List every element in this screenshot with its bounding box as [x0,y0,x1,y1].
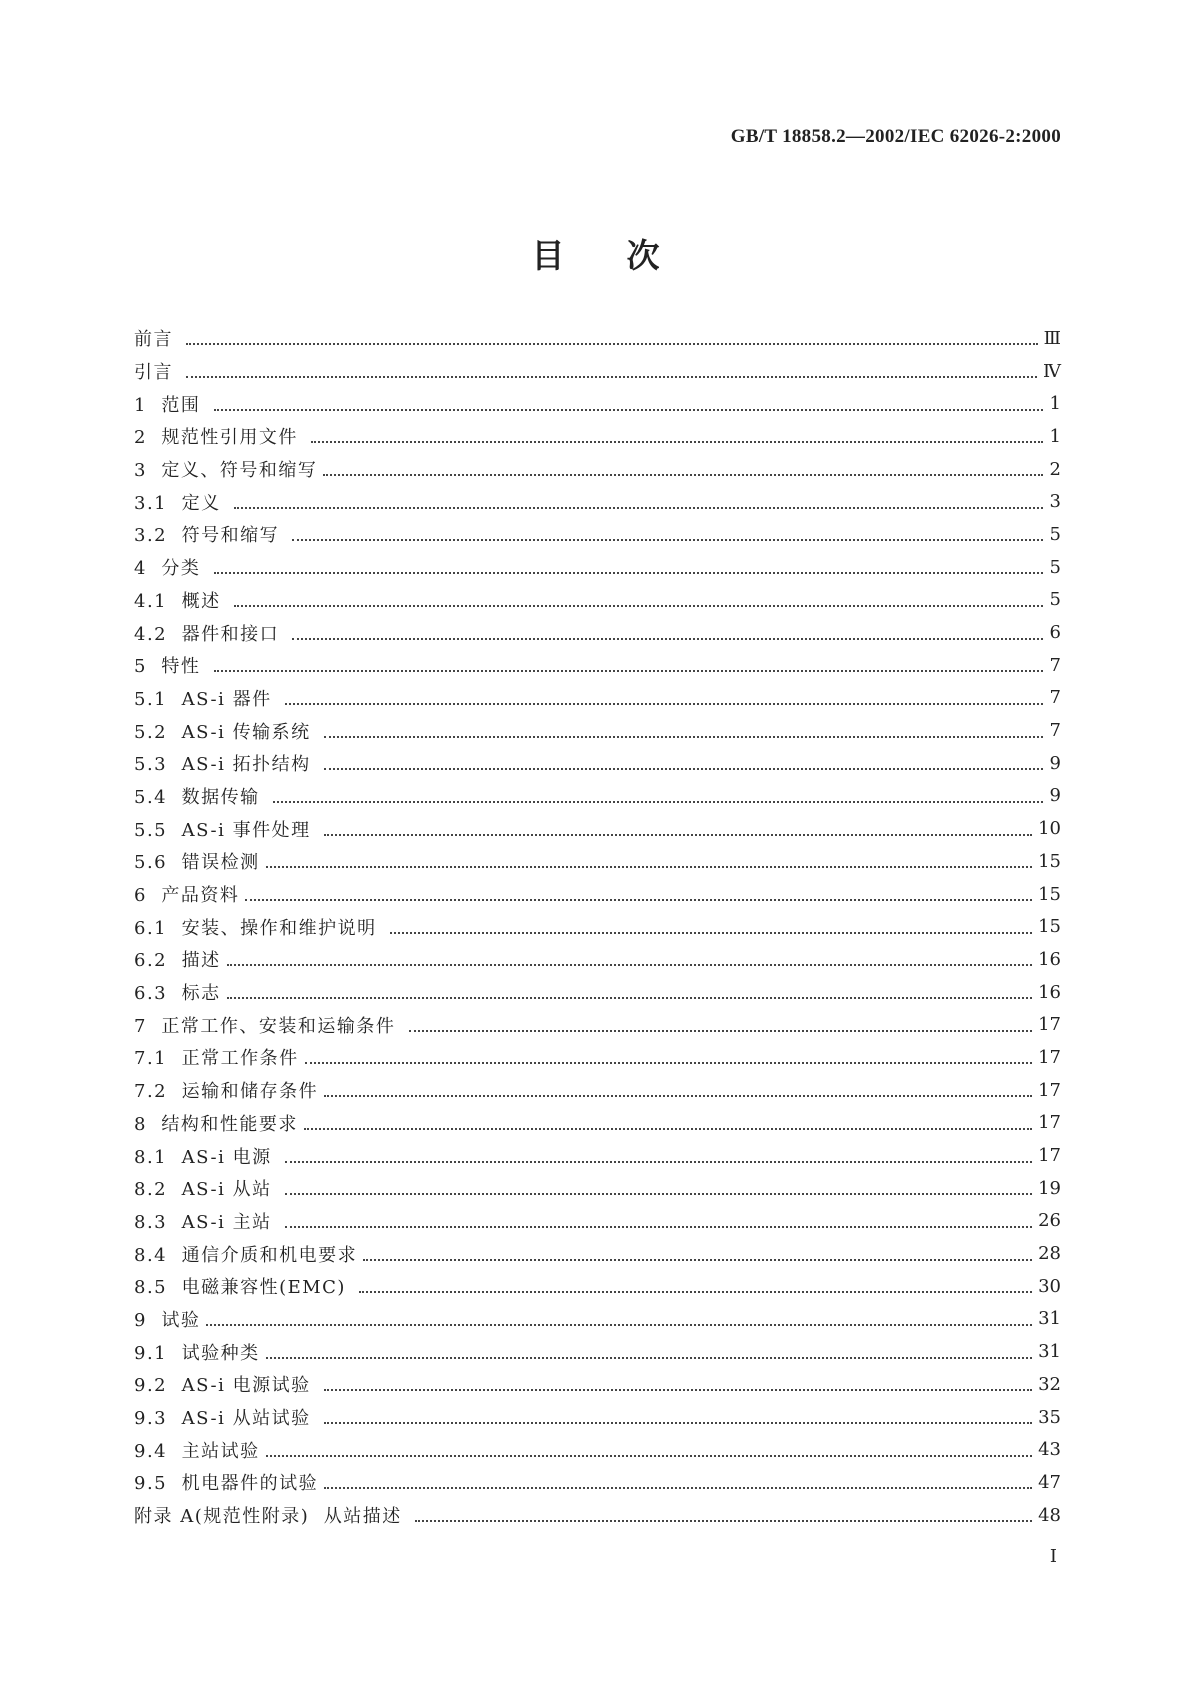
toc-entry-page: 17 [1038,1014,1061,1036]
toc-entry-page: 10 [1038,818,1061,840]
toc-entry-label: 7.1 正常工作条件 [134,1048,299,1070]
dot-leader [206,1324,1032,1326]
dot-leader [285,1193,1032,1195]
toc-entry-label: 6.3 标志 [134,983,221,1005]
toc-entry-page: 43 [1038,1439,1061,1461]
toc-entry-page: 47 [1038,1471,1061,1493]
toc-entry-page: 1 [1049,393,1061,415]
toc-entry[interactable] [134,518,1061,551]
toc-entry-label: 引言 [134,362,181,384]
toc-entry-label: 1 范围 [134,394,208,416]
page-number: I [1049,1546,1057,1567]
toc-entry-page: 1 [1049,425,1061,447]
toc-entry-label: 附录 A(规范性附录) 从站描述 [134,1506,409,1528]
toc-entry-label: 4 分类 [134,558,208,580]
dot-leader [186,376,1037,378]
toc-entry-page: 9 [1049,752,1061,774]
toc-entry-label: 5.1 AS-i 器件 [134,688,279,710]
toc-entry-page: 16 [1038,981,1061,1003]
toc-entry-page: 19 [1038,1177,1061,1199]
toc-entry-page: Ⅳ [1043,360,1061,382]
toc-entry[interactable] [134,1270,1061,1303]
toc-entry-label: 4.2 器件和接口 [134,623,287,645]
toc-entry-label: 5.3 AS-i 拓扑结构 [134,754,318,776]
toc-entry-page: 7 [1049,654,1061,676]
toc-entry[interactable] [134,1172,1061,1205]
dot-leader [266,1357,1033,1359]
toc-entry-page: 30 [1038,1275,1061,1297]
toc-entry-label: 7 正常工作、安装和运输条件 [134,1015,403,1037]
toc-entry[interactable] [134,845,1061,878]
toc-entry-label: 6 产品资料 [134,885,240,907]
toc-entry[interactable] [134,747,1061,780]
toc-entry-label: 3.1 定义 [134,492,228,514]
toc-entry-page: 9 [1049,785,1061,807]
dot-leader [359,1291,1032,1293]
toc-entry[interactable] [134,453,1061,486]
toc-entry[interactable] [134,1041,1061,1074]
toc-entry-page: 17 [1038,1079,1061,1101]
toc-entry-page: 7 [1049,720,1061,742]
dot-leader [292,539,1043,541]
toc-entry-page: 15 [1038,916,1061,938]
dot-leader [324,736,1043,738]
toc-entry[interactable] [134,714,1061,747]
toc-entry[interactable] [134,1335,1061,1368]
toc-entry[interactable] [134,322,1061,355]
toc-entry-label: 7.2 运输和储存条件 [134,1081,319,1103]
dot-leader [285,703,1043,705]
toc-entry[interactable] [134,387,1061,420]
toc-entry[interactable] [134,1303,1061,1336]
toc-entry[interactable] [134,420,1061,453]
toc-entry[interactable] [134,1237,1061,1270]
toc-entry[interactable] [134,1466,1061,1499]
dot-leader [214,670,1043,672]
toc-entry-label: 8.2 AS-i 从站 [134,1179,279,1201]
toc-entry-page: 31 [1038,1341,1061,1363]
dot-leader [273,801,1043,803]
toc-entry-label: 8 结构和性能要求 [134,1113,298,1135]
dot-leader [323,474,1043,476]
dot-leader [311,441,1043,443]
toc-entry[interactable] [134,1074,1061,1107]
toc-entry[interactable] [134,1205,1061,1238]
toc-entry-page: 5 [1049,589,1061,611]
toc-entry[interactable] [134,616,1061,649]
toc-entry[interactable] [134,355,1061,388]
dot-leader [304,1128,1032,1130]
dot-leader [227,964,1033,966]
toc-entry-label: 6.1 安装、操作和维护说明 [134,917,384,939]
dot-leader [324,1487,1032,1489]
toc-entry-page: 5 [1049,556,1061,578]
toc-entry[interactable] [134,649,1061,682]
toc-entry-page: 28 [1038,1243,1061,1265]
toc-entry[interactable] [134,910,1061,943]
toc-entry-label: 5.6 错误检测 [134,852,260,874]
toc-entry-label: 9.1 试验种类 [134,1342,260,1364]
dot-leader [324,768,1043,770]
dot-leader [234,605,1043,607]
toc-entry-label: 4.1 概述 [134,590,228,612]
toc-entry-page: 15 [1038,883,1061,905]
dot-leader [390,932,1032,934]
toc-entry-page: Ⅲ [1043,327,1061,349]
title-char-1: 目 [531,236,565,275]
toc-entry[interactable] [134,812,1061,845]
toc-entry-label: 5.5 AS-i 事件处理 [134,819,318,841]
toc-entry-page: 17 [1038,1046,1061,1068]
toc-entry[interactable] [134,551,1061,584]
dot-leader [227,997,1033,999]
standard-code: GB/T 18858.2—2002/IEC 62026-2:2000 [730,126,1061,147]
toc-entry-page: 3 [1049,491,1061,513]
toc-entry-page: 17 [1038,1112,1061,1134]
toc-entry[interactable] [134,584,1061,617]
dot-leader [266,1455,1033,1457]
toc-entry[interactable] [134,1139,1061,1172]
toc-entry[interactable] [134,1401,1061,1434]
dot-leader [234,507,1043,509]
dot-leader [363,1259,1032,1261]
toc-entry-page: 7 [1049,687,1061,709]
table-of-contents [134,322,1061,1531]
dot-leader [415,1520,1032,1522]
toc-entry-label: 9.4 主站试验 [134,1440,260,1462]
toc-entry-label: 5.4 数据传输 [134,786,267,808]
toc-entry[interactable] [134,1008,1061,1041]
toc-entry-label: 9.3 AS-i 从站试验 [134,1408,318,1430]
toc-entry-label: 8.5 电磁兼容性(EMC) [134,1277,354,1299]
toc-entry-page: 32 [1038,1373,1061,1395]
toc-entry-label: 9 试验 [134,1309,201,1331]
dot-leader [324,1389,1032,1391]
dot-leader [214,409,1043,411]
toc-entry-page: 15 [1038,850,1061,872]
dot-leader [266,866,1033,868]
dot-leader [186,343,1037,345]
toc-entry-label: 5.2 AS-i 传输系统 [134,721,318,743]
toc-entry-page: 5 [1049,523,1061,545]
toc-entry[interactable] [134,1499,1061,1532]
dot-leader [292,638,1043,640]
toc-entry-page: 35 [1038,1406,1061,1428]
page-title [0,230,1191,277]
toc-entry-label: 3 定义、符号和缩写 [134,460,318,482]
dot-leader [245,899,1032,901]
toc-entry-label: 8.1 AS-i 电源 [134,1146,279,1168]
toc-entry[interactable] [134,1107,1061,1140]
dot-leader [409,1030,1032,1032]
toc-entry-page: 26 [1038,1210,1061,1232]
toc-entry-label: 9.2 AS-i 电源试验 [134,1375,318,1397]
toc-entry-label: 前言 [134,329,181,351]
toc-entry-label: 9.5 机电器件的试验 [134,1473,319,1495]
toc-entry[interactable] [134,780,1061,813]
toc-entry-page: 48 [1038,1504,1061,1526]
toc-entry-label: 8.3 AS-i 主站 [134,1211,279,1233]
toc-entry-page: 6 [1049,622,1061,644]
toc-entry-label: 8.4 通信介质和机电要求 [134,1244,358,1266]
toc-entry[interactable] [134,878,1061,911]
toc-entry-label: 2 规范性引用文件 [134,427,306,449]
toc-entry[interactable] [134,943,1061,976]
dot-leader [285,1161,1032,1163]
toc-entry-page: 31 [1038,1308,1061,1330]
dot-leader [305,1062,1033,1064]
toc-entry-label: 6.2 描述 [134,950,221,972]
dot-leader [214,572,1043,574]
toc-entry-page: 16 [1038,948,1061,970]
dot-leader [324,1422,1032,1424]
toc-entry-label: 3.2 符号和缩写 [134,525,287,547]
toc-entry-label: 5 特性 [134,656,208,678]
toc-entry[interactable] [134,485,1061,518]
dot-leader [324,834,1032,836]
dot-leader [324,1095,1032,1097]
toc-entry[interactable] [134,1433,1061,1466]
toc-entry-page: 2 [1049,458,1061,480]
toc-entry[interactable] [134,1368,1061,1401]
dot-leader [285,1226,1032,1228]
toc-entry[interactable] [134,682,1061,715]
title-char-2: 次 [626,236,660,275]
toc-entry-page: 17 [1038,1145,1061,1167]
toc-entry[interactable] [134,976,1061,1009]
